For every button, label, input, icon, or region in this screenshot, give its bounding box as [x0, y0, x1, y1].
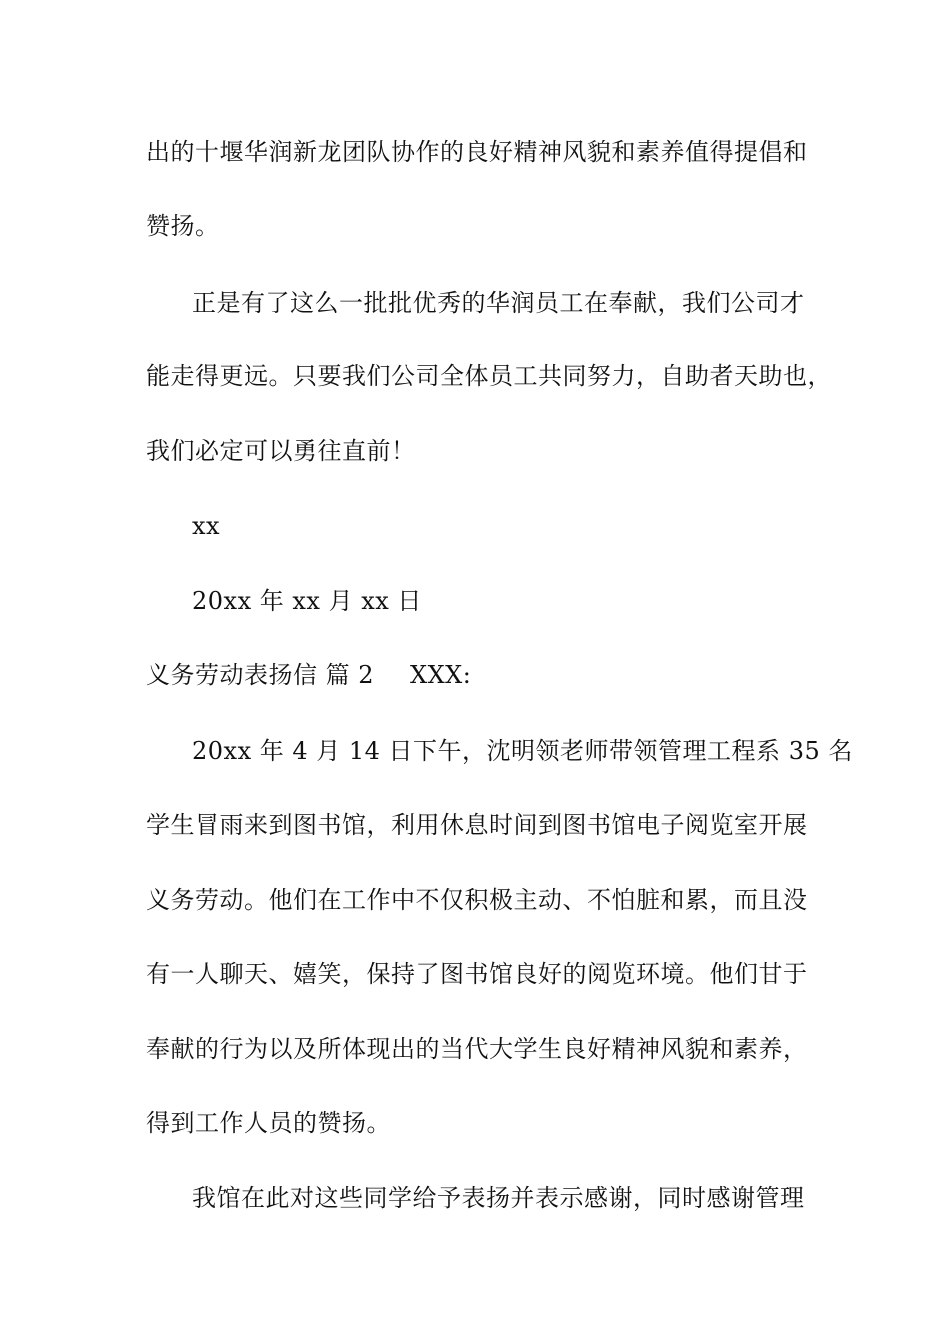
signature-date: 20xx 年 xx 月 xx 日 — [192, 587, 422, 615]
paragraph-line: 奉献的行为以及所体现出的当代大学生良好精神风貌和素养， — [146, 1035, 808, 1063]
paragraph-line: 义务劳动。他们在工作中不仅积极主动、不怕脏和累，而且没 — [146, 886, 808, 914]
paragraph-line: 能走得更远。只要我们公司全体员工共同努力，自助者天助也， — [146, 362, 832, 390]
addressee: XXX: — [410, 661, 472, 689]
paragraph-line: 我们必定可以勇往直前！ — [146, 437, 416, 465]
paragraph-line: 赞扬。 — [146, 212, 220, 240]
paragraph-line: 得到工作人员的赞扬。 — [146, 1109, 391, 1137]
paragraph-line: 有一人聊天、嬉笑，保持了图书馆良好的阅览环境。他们甘于 — [146, 960, 808, 988]
paragraph-line: 20xx 年 4 月 14 日下午，沈明领老师带领管理工程系 35 名 — [192, 737, 853, 765]
paragraph-line: 学生冒雨来到图书馆，利用休息时间到图书馆电子阅览室开展 — [146, 811, 808, 839]
section-title: 义务劳动表扬信 篇 2 — [146, 661, 375, 689]
paragraph-line: 出的十堰华润新龙团队协作的良好精神风貌和素养值得提倡和 — [146, 138, 808, 166]
signature-name: xx — [192, 512, 221, 540]
paragraph-line: 正是有了这么一批批优秀的华润员工在奉献，我们公司才 — [192, 289, 805, 317]
paragraph-line: 我馆在此对这些同学给予表扬并表示感谢，同时感谢管理 — [192, 1184, 805, 1212]
